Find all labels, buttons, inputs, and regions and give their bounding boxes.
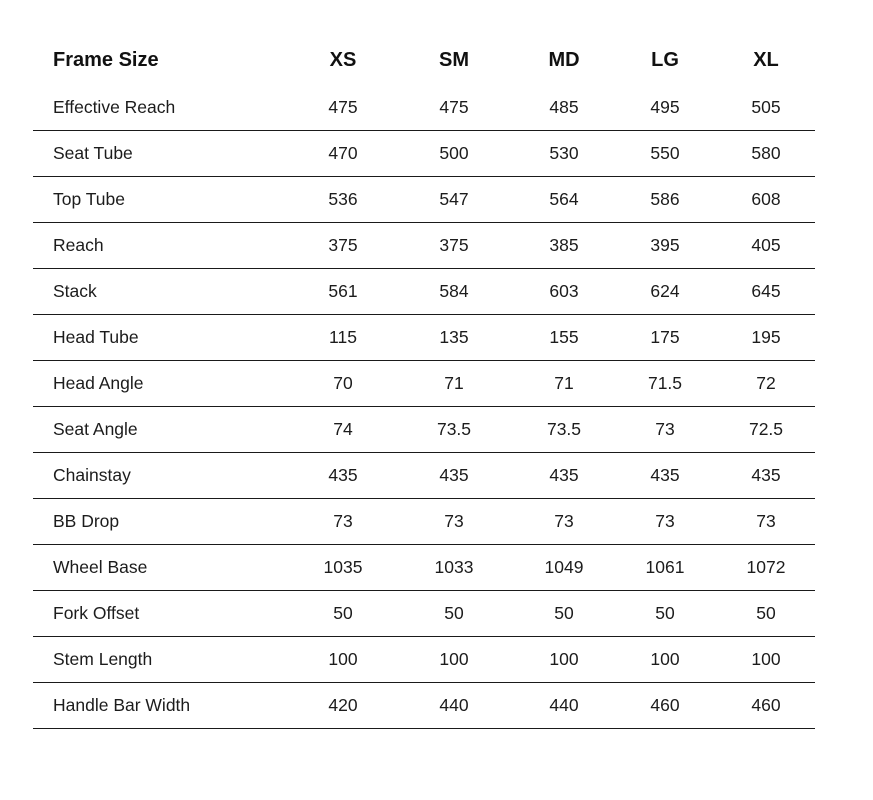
row-label: Wheel Base [33,545,305,591]
row-value: 550 [611,131,713,177]
row-value: 435 [305,453,407,499]
row-value: 586 [611,177,713,223]
row-label: Seat Tube [33,131,305,177]
row-value: 73 [509,499,611,545]
row-label: Head Angle [33,361,305,407]
row-label: Head Tube [33,315,305,361]
row-value: 460 [611,683,713,729]
row-value: 405 [713,223,815,269]
row-label: Seat Angle [33,407,305,453]
table-row [33,315,815,361]
row-value: 584 [407,269,509,315]
row-value: 1033 [407,545,509,591]
row-value: 645 [713,269,815,315]
row-value: 70 [305,361,407,407]
row-value: 50 [509,591,611,637]
table-row [33,637,815,683]
row-value: 470 [305,131,407,177]
row-value: 1061 [611,545,713,591]
row-value: 71 [407,361,509,407]
row-value: 50 [713,591,815,637]
table-row [33,407,815,453]
row-value: 100 [509,637,611,683]
row-label: BB Drop [33,499,305,545]
row-value: 100 [713,637,815,683]
row-value: 435 [611,453,713,499]
row-value: 530 [509,131,611,177]
row-value: 375 [305,223,407,269]
row-value: 195 [713,315,815,361]
row-value: 71.5 [611,361,713,407]
row-label: Stack [33,269,305,315]
row-value: 73 [611,407,713,453]
row-value: 547 [407,177,509,223]
row-value: 505 [713,85,815,131]
row-value: 155 [509,315,611,361]
row-value: 495 [611,85,713,131]
row-value: 73 [713,499,815,545]
row-value: 460 [713,683,815,729]
table-body [33,85,815,729]
row-label: Reach [33,223,305,269]
row-value: 72.5 [713,407,815,453]
geometry-table [33,35,815,729]
header-size-lg: LG [651,48,679,71]
row-value: 580 [713,131,815,177]
row-value: 74 [305,407,407,453]
row-value: 72 [713,361,815,407]
row-label: Stem Length [33,637,305,683]
row-value: 385 [509,223,611,269]
row-value: 440 [407,683,509,729]
row-value: 375 [407,223,509,269]
row-value: 73 [305,499,407,545]
header-size-sm: SM [439,48,469,71]
header-row [33,35,815,85]
row-value: 475 [305,85,407,131]
table-row [33,453,815,499]
table-row [33,361,815,407]
table-row [33,85,815,131]
header-size-xs: XS [329,48,357,71]
row-value: 71 [509,361,611,407]
row-value: 485 [509,85,611,131]
row-value: 1049 [509,545,611,591]
row-label: Chainstay [33,453,305,499]
header-frame-size: Frame Size [53,48,159,71]
row-value: 50 [305,591,407,637]
row-value: 73.5 [407,407,509,453]
table-row [33,177,815,223]
row-value: 100 [407,637,509,683]
row-value: 50 [407,591,509,637]
row-value: 435 [713,453,815,499]
table-row [33,499,815,545]
row-value: 115 [305,315,407,361]
row-value: 73 [407,499,509,545]
row-value: 1072 [713,545,815,591]
row-value: 73 [611,499,713,545]
row-value: 440 [509,683,611,729]
row-label: Effective Reach [33,85,305,131]
row-value: 561 [305,269,407,315]
row-value: 435 [407,453,509,499]
row-value: 1035 [305,545,407,591]
row-value: 435 [509,453,611,499]
table-row [33,223,815,269]
header-size-xl: XL [753,48,779,71]
row-label: Fork Offset [33,591,305,637]
row-value: 475 [407,85,509,131]
table-row [33,131,815,177]
row-value: 624 [611,269,713,315]
header-size-md: MD [548,48,580,71]
table-row [33,683,815,729]
row-value: 420 [305,683,407,729]
row-value: 603 [509,269,611,315]
row-value: 395 [611,223,713,269]
row-value: 536 [305,177,407,223]
table-row [33,591,815,637]
table-header [33,35,815,85]
table-row [33,269,815,315]
row-value: 100 [305,637,407,683]
row-value: 175 [611,315,713,361]
row-value: 564 [509,177,611,223]
row-value: 500 [407,131,509,177]
row-value: 135 [407,315,509,361]
row-value: 50 [611,591,713,637]
row-value: 73.5 [509,407,611,453]
table-row [33,545,815,591]
row-value: 608 [713,177,815,223]
row-value: 100 [611,637,713,683]
row-label: Handle Bar Width [33,683,305,729]
row-label: Top Tube [33,177,305,223]
